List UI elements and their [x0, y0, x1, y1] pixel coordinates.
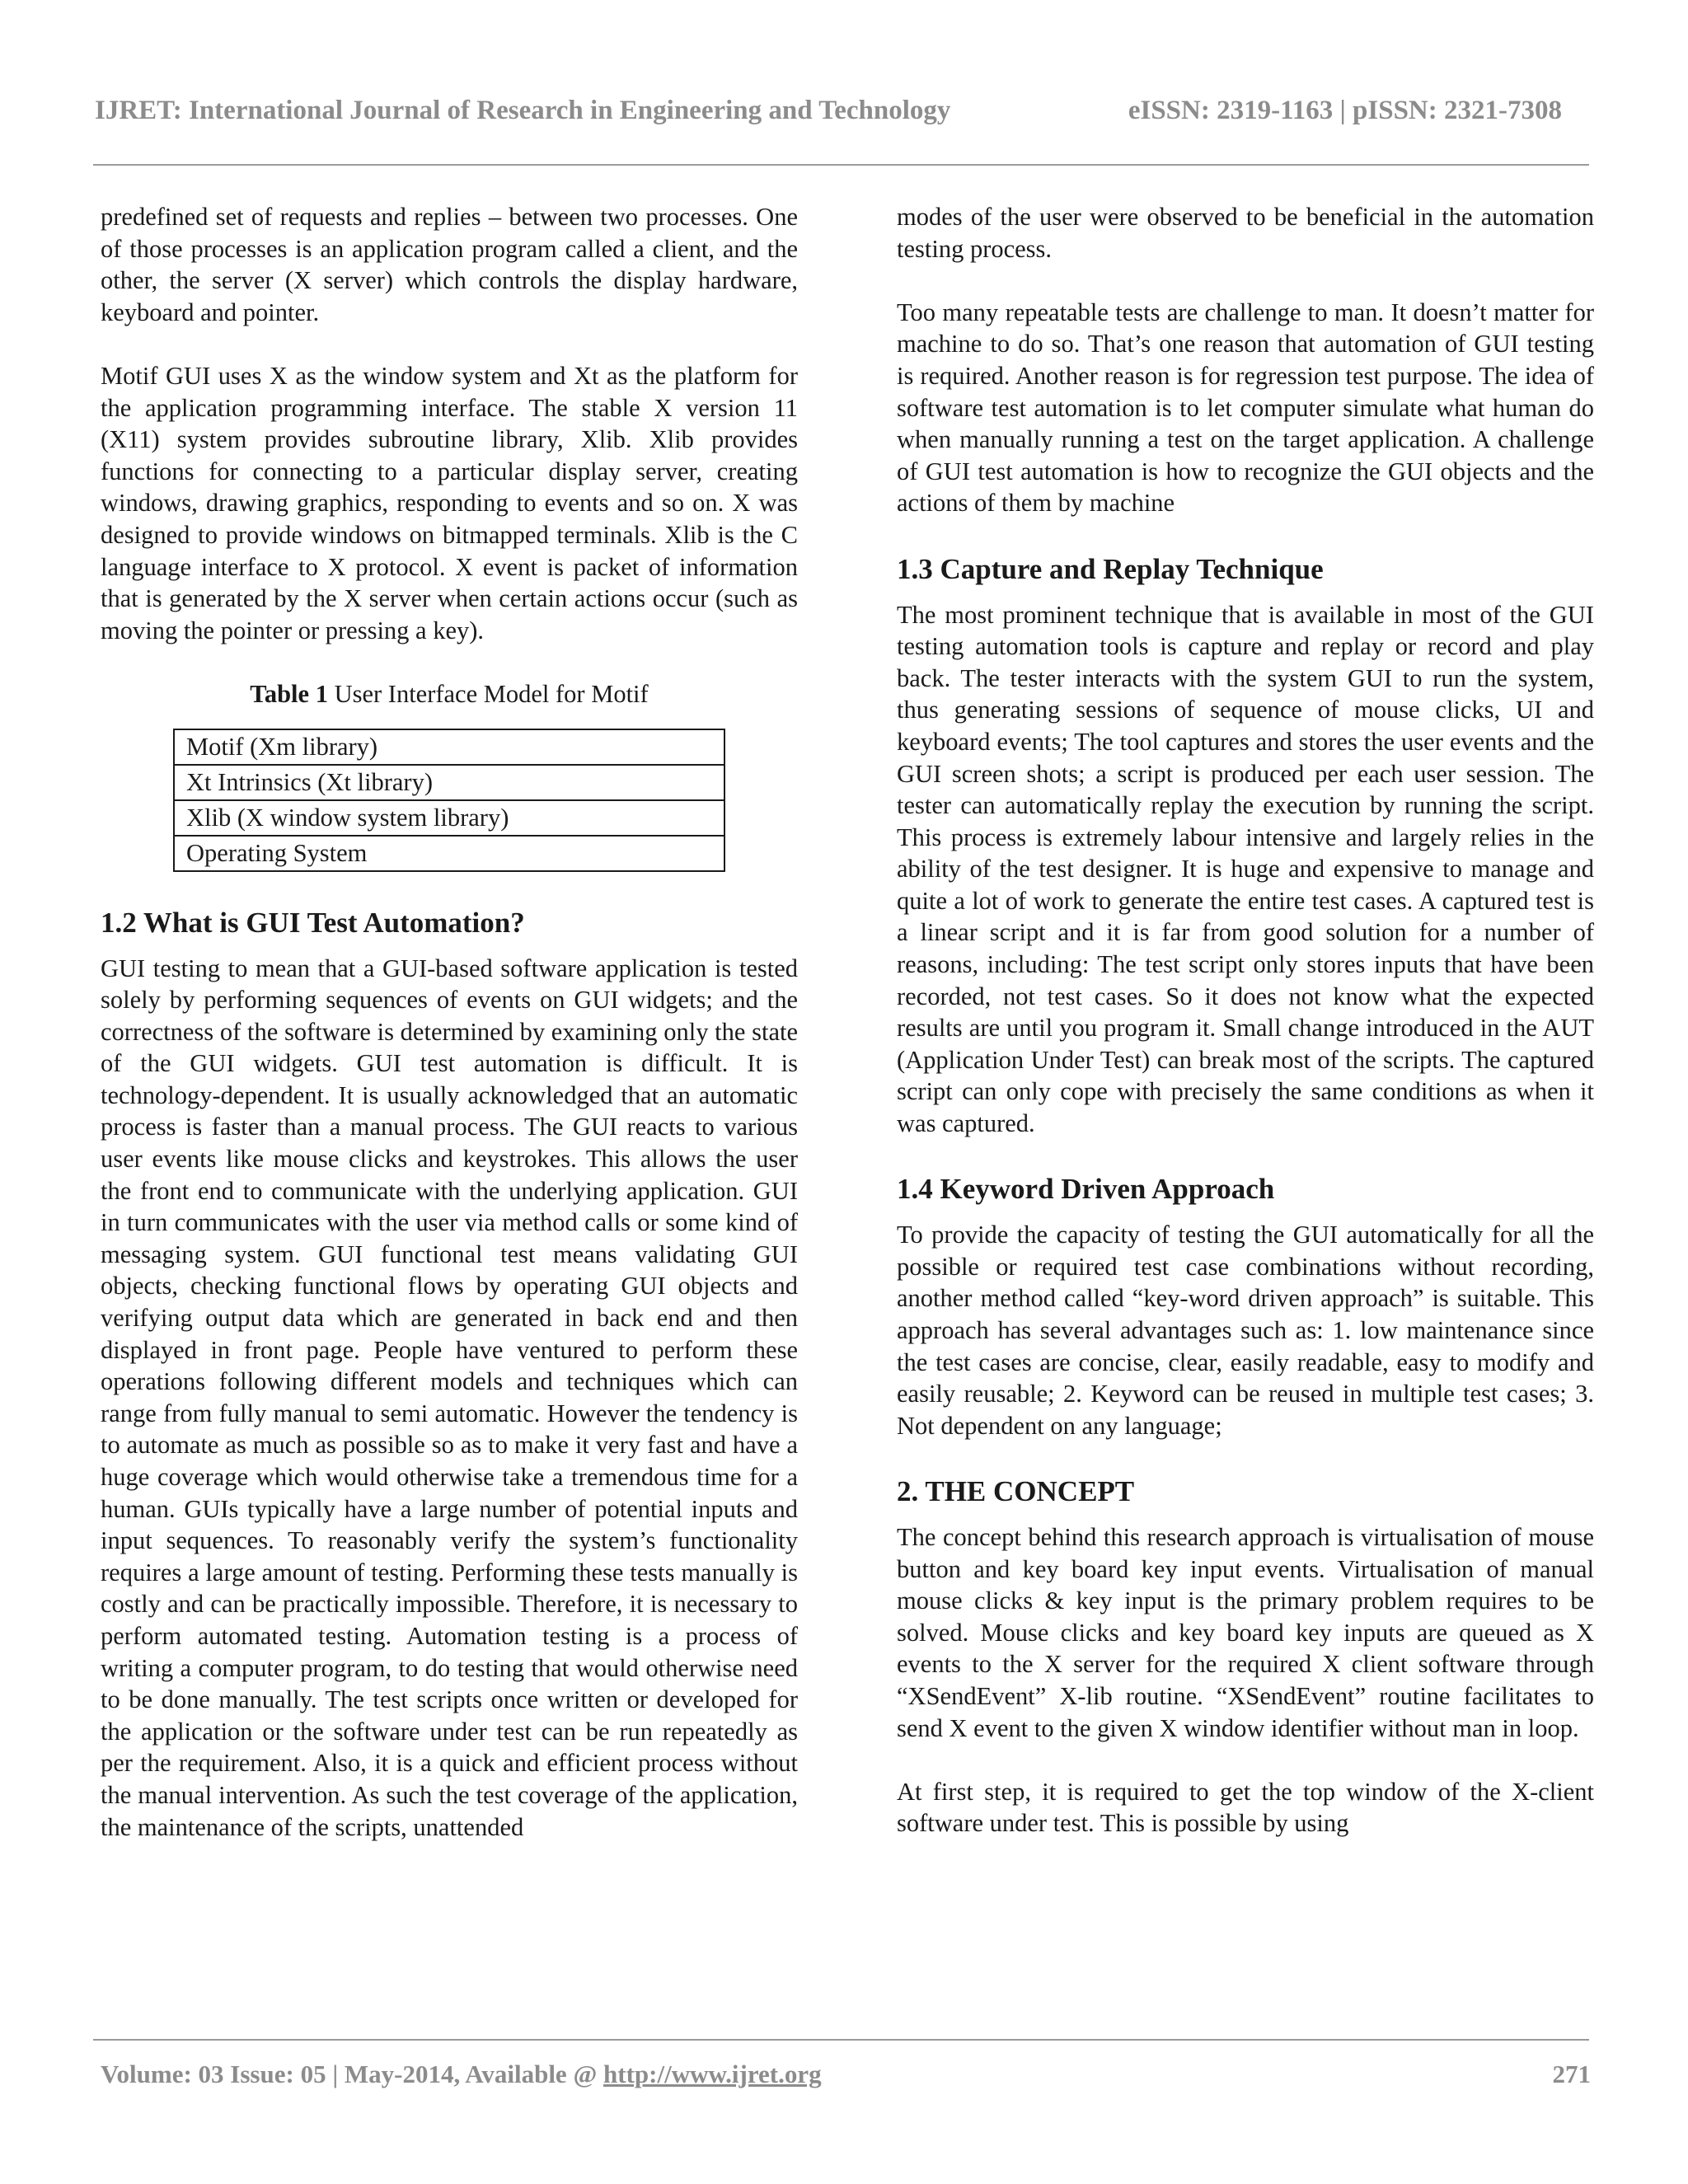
journal-title: IJRET: International Journal of Research in Engineering and Technology — [95, 96, 951, 125]
paragraph: Motif GUI uses X as the window system and Xt as the platform for the application programming interface. The stable X version 11 (X11) system provides subroutine library, Xlib. Xlib provides functions for connecting to a particular display server, creating windows, drawing graphics, responding to events and so on. X was designed to provide windows on bitmapped terminals. Xlib is the C language interface to X protocol. X event is packet of information that is generated by the X server when certain actions occur (such as moving the pointer or pressing a key). — [101, 361, 798, 644]
left-column — [101, 201, 798, 1843]
section-heading: 2. THE CONCEPT — [897, 1474, 1135, 1507]
table-caption — [101, 678, 798, 710]
table-row — [174, 729, 724, 765]
table-row — [174, 765, 724, 800]
paragraph: GUI testing to mean that a GUI-based software application is tested solely by performing sequences of events on GUI widgets; and the correctness of the software is determined by examining only the state of the GUI widgets. GUI test automation is difficult. It is technology-dependent. It is usually acknowledged that an automatic process is faster than a manual process. The GUI reacts to various user events like mouse clicks and keystrokes. This allows the user the front end to communicate with the underlying application. GUI in turn communicates with the user via method calls or some kind of messaging system. GUI functional test means validating GUI objects, checking functional flows by operating GUI objects and verifying output data which are generated in back end and then displayed in front page. People have ventured to perform these operations following different models and techniques which can range from fully manual to semi automatic. However the tendency is to automate as much as possible so as to make it very fast and have a huge coverage which would otherwise take a tremendous time for a human. GUIs typically have a large number of potential inputs and input sequences. To reasonably verify the system’s functionality requires a large amount of testing. Performing these tests manually is costly and can be practically impossible. Therefore, it is necessary to perform automated testing. Automation testing is a process of writing a computer program, to do testing that would otherwise need to be done manually. The test scripts once written or developed for the application or the software under test can be run repeatedly as per the requirement. Also, it is a quick and efficient process without the manual intervention. As such the test coverage of the application, the maintenance of the scripts, unattended — [101, 954, 798, 1841]
page-number: 271 — [1552, 2060, 1591, 2088]
paragraph: modes of the user were observed to be beneficial in the automation testing process. — [897, 203, 1594, 263]
motif-model-table — [173, 729, 725, 872]
section-heading: 1.2 What is GUI Test Automation? — [101, 906, 525, 939]
footer-divider — [93, 2039, 1589, 2041]
paragraph: To provide the capacity of testing the GUI automatically for all the possible or required test case combinations without recording, another method called “key-word driven approach” is suitable. This approach has several advantages such as: 1. low maintenance since the test cases are concise, clear, easily readable, easy to modify and easily reusable; 2. Keyword can be reused in multiple test cases; 3. Not dependent on any language; — [897, 1221, 1594, 1440]
table-cell: Motif (Xm library) — [174, 729, 724, 765]
right-column — [897, 201, 1594, 1840]
paragraph: predefined set of requests and replies – between two processes. One of those processes is an application program called a client, and the other, the server (X server) which controls the display hardware, keyboard and pointer. — [101, 203, 798, 326]
table-caption-label: Table 1 — [250, 679, 328, 708]
running-header — [95, 96, 1562, 126]
table-row — [174, 800, 724, 836]
paragraph: Too many repeatable tests are challenge to man. It doesn’t matter for machine to do so. That’s one reason that automation of GUI testing is required. Another reason is for regression test purpose. The idea of software test automation is to let computer simulate what human do when manually running a test on the target application. A challenge of GUI test automation is how to recognize the GUI objects and the actions of them by machine — [897, 298, 1594, 518]
table-row — [174, 836, 724, 871]
running-footer — [101, 2060, 1591, 2089]
journal-link[interactable]: http://www.ijret.org — [603, 2060, 822, 2088]
header-divider — [93, 164, 1589, 166]
volume-text: Volume: 03 Issue: 05 | May-2014, Available @ — [101, 2060, 604, 2088]
issn-numbers: eISSN: 2319-1163 | pISSN: 2321-7308 — [1128, 96, 1562, 125]
volume-info — [101, 2060, 822, 2089]
section-heading: 1.3 Capture and Replay Technique — [897, 552, 1324, 585]
table-cell: Xt Intrinsics (Xt library) — [174, 765, 724, 800]
section-heading: 1.4 Keyword Driven Approach — [897, 1173, 1275, 1206]
table-cell: Xlib (X window system library) — [174, 800, 724, 836]
paragraph: The most prominent technique that is available in most of the GUI testing automation tools is capture and replay or record and play back. The tester interacts with the system GUI to run the system, thus generating sessions of sequence of mouse clicks, UI and keyboard events; The tool captures and stores the user events and the GUI screen shots; a script is produced per each user session. The tester can automatically replay the execution by running the script. This process is extremely labour intensive and largely relies in the ability of the test designer. It is huge and expensive to manage and quite a lot of work to generate the entire test cases. A captured test is a linear script and it is far from good solution for a number of reasons, including: The test script only stores inputs that have been recorded, not test cases. So it does not know what the expected results are until you program it. Small change introduced in the AUT (Application Under Test) can break most of the scripts. The captured script can only cope with precisely the same conditions as when it was captured. — [897, 600, 1594, 1138]
paragraph: At first step, it is required to get the top window of the X-client software under test. This is possible by using — [897, 1777, 1594, 1838]
table-caption-text: User Interface Model for Motif — [327, 679, 649, 708]
table-cell: Operating System — [174, 836, 724, 871]
paragraph: The concept behind this research approach is virtualisation of mouse button and key board key input events. Virtualisation of manual mouse clicks & key input is the primary problem requires to be solved. Mouse clicks and key board key inputs are queued as X events to the X server for the required X client software through “XSendEvent” X-lib routine. “XSendEvent” routine facilitates to send X event to the given X window identifier without man in loop. — [897, 1522, 1594, 1742]
